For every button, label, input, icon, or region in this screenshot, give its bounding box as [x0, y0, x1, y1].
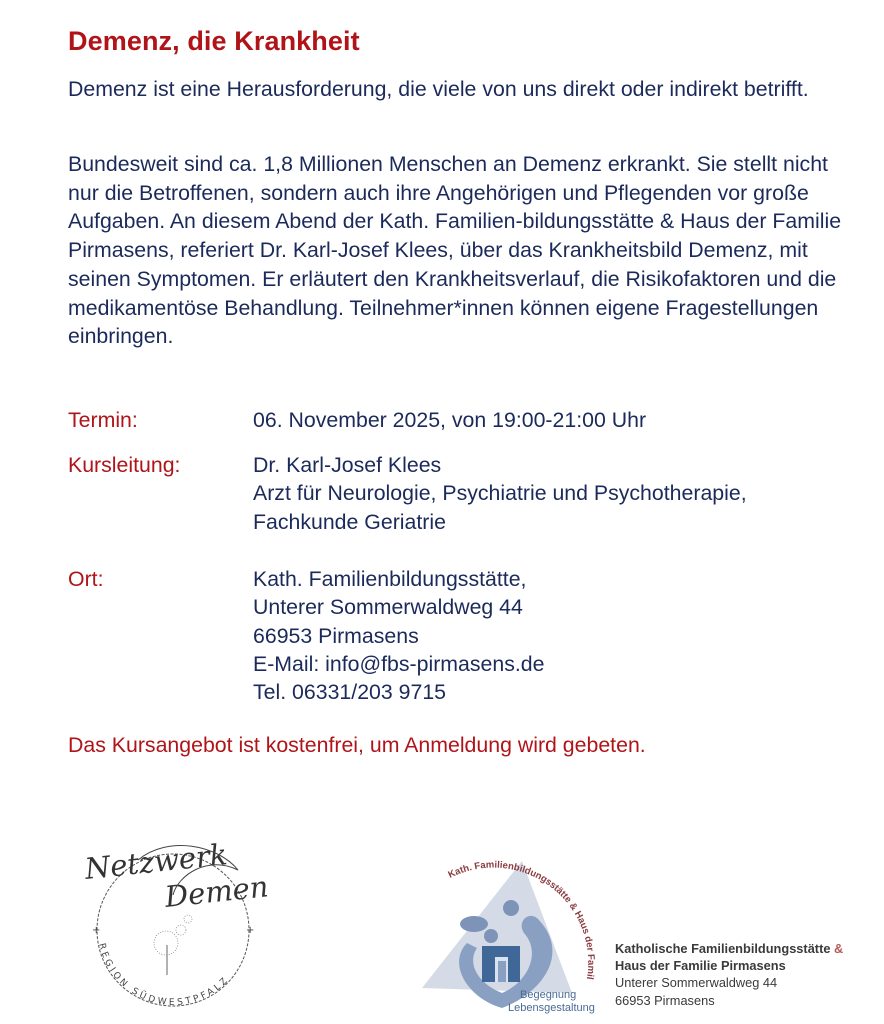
venue-email[interactable]: E-Mail: info@fbs-pirmasens.de	[253, 651, 545, 676]
termin-value	[253, 406, 646, 434]
svg-text:Netzwerk: Netzwerk	[83, 837, 229, 886]
org-name-line-1: Katholische Familienbildungsstätte &	[615, 941, 844, 956]
svg-text:Begegnung: Begegnung	[520, 989, 577, 1001]
venue-street: Unterer Sommerwaldweg 44	[253, 595, 523, 620]
svg-text:+: +	[246, 925, 255, 936]
organization-address	[615, 940, 843, 1009]
instructor-title: Arzt für Neurologie, Psychiatrie und Psychotherapie,	[253, 481, 747, 506]
netzwerk-demenz-logo	[78, 835, 268, 1010]
svg-text:Lebensgestaltung: Lebensgestaltung	[508, 1002, 595, 1014]
venue-phone[interactable]: Tel. 06331/203 9715	[253, 680, 447, 705]
dandelion-icon	[78, 835, 268, 1010]
instructor-specialty: Fachkunde Geriatrie	[253, 509, 446, 534]
page-title: Demenz, die Krankheit	[68, 26, 360, 56]
ort-label: Ort:	[68, 567, 104, 591]
svg-text:Kath. Familienbildungsstätte &: Kath. Familienbildungsstätte & Haus der Famil	[446, 859, 597, 981]
org-city: 66953 Pirmasens	[615, 992, 715, 1008]
instructor-name: Dr. Karl-Josef Klees	[253, 453, 442, 477]
org-street: Unterer Sommerwaldweg 44	[615, 975, 778, 991]
registration-notice: Das Kursangebot ist kostenfrei, um Anmeldung wird gebeten.	[68, 733, 646, 757]
termin-date: 06. November 2025, von 19:00-21:00 Uhr	[253, 408, 647, 432]
kursleitung-label: Kursleitung:	[68, 453, 181, 477]
ort-value	[253, 565, 544, 706]
family-house-icon	[412, 833, 612, 1018]
description-paragraph: Bundesweit sind ca. 1,8 Millionen Menschen an Demenz erkrankt. Sie stellt nicht nur die Betroffenen, sondern auch ihre Angehörigen und Pflegenden vor große Aufgaben. An diesem Abend der Kath. Familien-bildungsstätte & Haus der Familie Pirmasens, referiert Dr. Karl-Josef Klees, über das Krankheitsbild Demenz, mit seinen Symptomen. Er erläutert den Krankheitsverlauf, die Risikofaktoren und die medikamentöse Behandlung. Teilnehmer*innen können eigene Fragestellungen einbringen.	[68, 152, 842, 349]
svg-text:+: +	[92, 925, 101, 936]
svg-text:Demenz: Demenz	[163, 867, 268, 914]
fbs-pirmasens-logo	[412, 833, 612, 1018]
intro-paragraph: Demenz ist eine Herausforderung, die viele von uns direkt oder indirekt betrifft.	[68, 77, 809, 101]
venue-name: Kath. Familienbildungsstätte,	[253, 567, 527, 591]
svg-text:REGION SÜDWESTPFALZ: REGION SÜDWESTPFALZ	[96, 942, 232, 1009]
venue-city: 66953 Pirmasens	[253, 623, 419, 648]
kursleitung-value	[253, 451, 747, 536]
termin-label: Termin:	[68, 408, 138, 432]
org-name-line-2: Haus der Familie Pirmasens	[615, 958, 786, 974]
